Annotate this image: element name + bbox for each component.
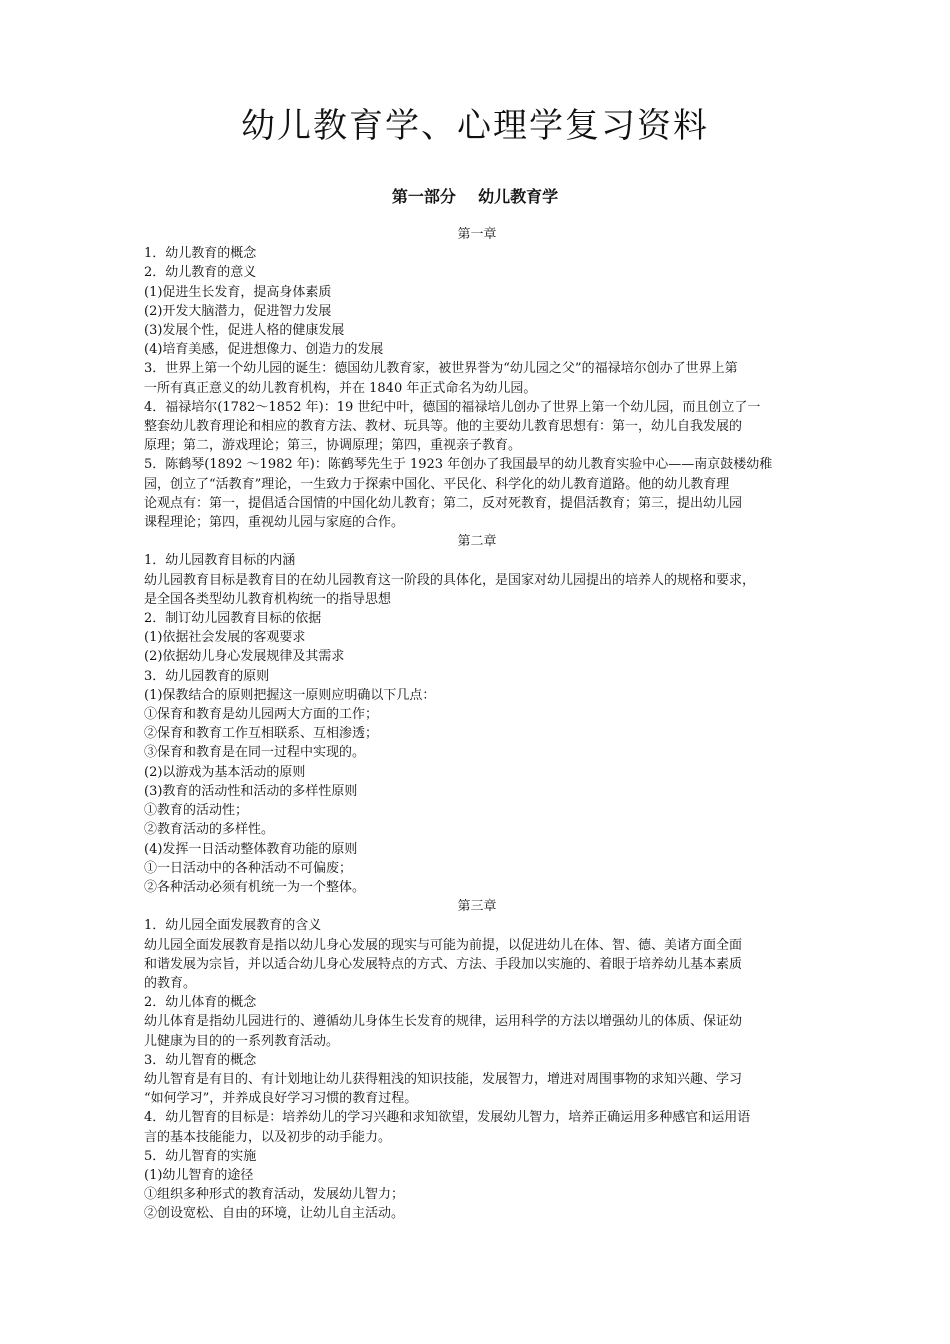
text-line: 1．幼儿园全面发展教育的含义: [144, 918, 322, 934]
text-line: 2．幼儿体育的概念: [144, 995, 257, 1011]
text-line: 课程理论；第四，重视幼儿园与家庭的合作。: [144, 515, 405, 531]
text-line: (3)发展个性，促进人格的健康发展: [144, 323, 345, 339]
text-line: (2)依据幼儿身心发展规律及其需求: [144, 649, 345, 665]
text-line: 原理；第二，游戏理论；第三，协调原理；第四，重视亲子教育。: [144, 438, 522, 454]
text-line: 幼儿体育是指幼儿园进行的、遵循幼儿身体生长发育的规律，运用科学的方法以增强幼儿的体质、保证幼: [144, 1014, 743, 1030]
text-line: 4．幼儿智育的目标是：培养幼儿的学习兴趣和求知欲望，发展幼儿智力，培养正确运用多种感官和运用语: [144, 1110, 751, 1126]
text-line: 1．幼儿园教育目标的内涵: [144, 553, 296, 569]
text-line: 3．幼儿园教育的原则: [144, 668, 270, 684]
text-line: 幼儿园教育目标是教育目的在幼儿园教育这一阶段的具体化，是国家对幼儿园提出的培养人的规格和要求，: [144, 572, 756, 588]
text-line: (2)开发大脑潜力，促进智力发展: [144, 303, 332, 319]
text-line: 2．制订幼儿园教育目标的依据: [144, 611, 322, 627]
text-line: 儿健康为目的的一系列教育活动。: [144, 1033, 340, 1049]
text-line: 整套幼儿教育理论和相应的教育方法、教材、玩具等。他的主要幼儿教育思想有：第一，幼儿自我发展的: [144, 419, 743, 435]
text-line: 园，创立了“活教育”理论，一生致力于探索中国化、平民化、科学化的幼儿教育道路。他的幼儿教育理: [144, 476, 730, 492]
text-line: ③保育和教育是在同一过程中实现的。: [144, 745, 366, 761]
text-line: “如何学习”，并养成良好学习习惯的教育过程。: [144, 1091, 418, 1107]
text-line: 论观点有：第一，提倡适合国情的中国化幼儿教育；第二，反对死教育，提倡活教育；第三，提出幼儿园: [144, 495, 743, 511]
text-line: ①一日活动中的各种活动不可偏废；: [144, 860, 353, 876]
text-line: 幼儿园全面发展教育是指以幼儿身心发展的现实与可能为前提，以促进幼儿在体、智、德、美诸方面全面: [144, 937, 743, 953]
text-line: 的教育。: [144, 975, 197, 991]
text-line: (2)以游戏为基本活动的原则: [144, 764, 306, 780]
chapter-heading: 第一章: [457, 227, 497, 242]
text-line: 5．陈鹤琴(1892 ～1982 年)：陈鹤琴先生于 1923 年创办了我国最早的幼儿教育实验中心——南京鼓楼幼稚: [144, 457, 773, 473]
part-title: 第一部分 幼儿教育学: [391, 187, 559, 206]
document-body: [144, 225, 810, 1224]
text-line: (1)幼儿智育的途径: [144, 1167, 254, 1183]
text-line: ②教育活动的多样性。: [144, 822, 275, 838]
text-line: 言的基本技能能力，以及初步的动手能力。: [144, 1129, 392, 1145]
text-line: 5．幼儿智育的实施: [144, 1148, 257, 1164]
text-line: (1)保教结合的原则把握这一原则应明确以下几点：: [144, 687, 436, 703]
text-line: ②各种活动必须有机统一为一个整体。: [144, 879, 366, 895]
text-line: ①教育的活动性；: [144, 803, 249, 819]
text-line: (1)依据社会发展的客观要求: [144, 630, 306, 646]
chapter-heading: 第三章: [457, 899, 497, 915]
text-line: (1)促进生长发育，提高身体素质: [144, 284, 332, 300]
text-line: 是全国各类型幼儿教育机构统一的指导思想: [144, 591, 392, 607]
text-line: ①保育和教育是幼儿园两大方面的工作；: [144, 707, 379, 723]
document-title: 幼儿教育学、心理学复习资料: [241, 106, 709, 146]
text-line: (4)发挥一日活动整体教育功能的原则: [144, 841, 358, 857]
text-line: 一所有真正意义的幼儿教育机构，并在 1840 年正式命名为幼儿园。: [144, 380, 537, 396]
text-line: ②保育和教育工作互相联系、互相渗透；: [144, 726, 379, 742]
text-line: ①组织多种形式的教育活动，发展幼儿智力；: [144, 1187, 405, 1203]
text-line: 1．幼儿教育的概念: [144, 246, 257, 262]
chapter-heading: 第二章: [457, 534, 497, 550]
text-line: 3．幼儿智育的概念: [144, 1052, 257, 1068]
text-line: 3．世界上第一个幼儿园的诞生：德国幼儿教育家，被世界誉为“幼儿园之父”的福禄培尔创办了世界上第: [144, 361, 738, 377]
text-line: (4)培育美感，促进想像力、创造力的发展: [144, 342, 384, 358]
text-line: (3)教育的活动性和活动的多样性原则: [144, 783, 358, 799]
text-line: 4．福禄培尔(1782～1852 年)：19 世纪中叶，德国的福禄培儿创办了世界上第一个幼儿园，而且创立了一: [144, 399, 761, 415]
text-line: 2．幼儿教育的意义: [144, 265, 257, 281]
text-line: ②创设宽松、自由的环境，让幼儿自主活动。: [144, 1206, 405, 1222]
text-line: 幼儿智育是有目的、有计划地让幼儿获得粗浅的知识技能，发展智力，增进对周围事物的求知兴趣、学习: [144, 1071, 743, 1087]
text-line: 和谐发展为宗旨，并以适合幼儿身心发展特点的方式、方法、手段加以实施的、着眼于培养幼儿基本素质: [144, 956, 743, 972]
